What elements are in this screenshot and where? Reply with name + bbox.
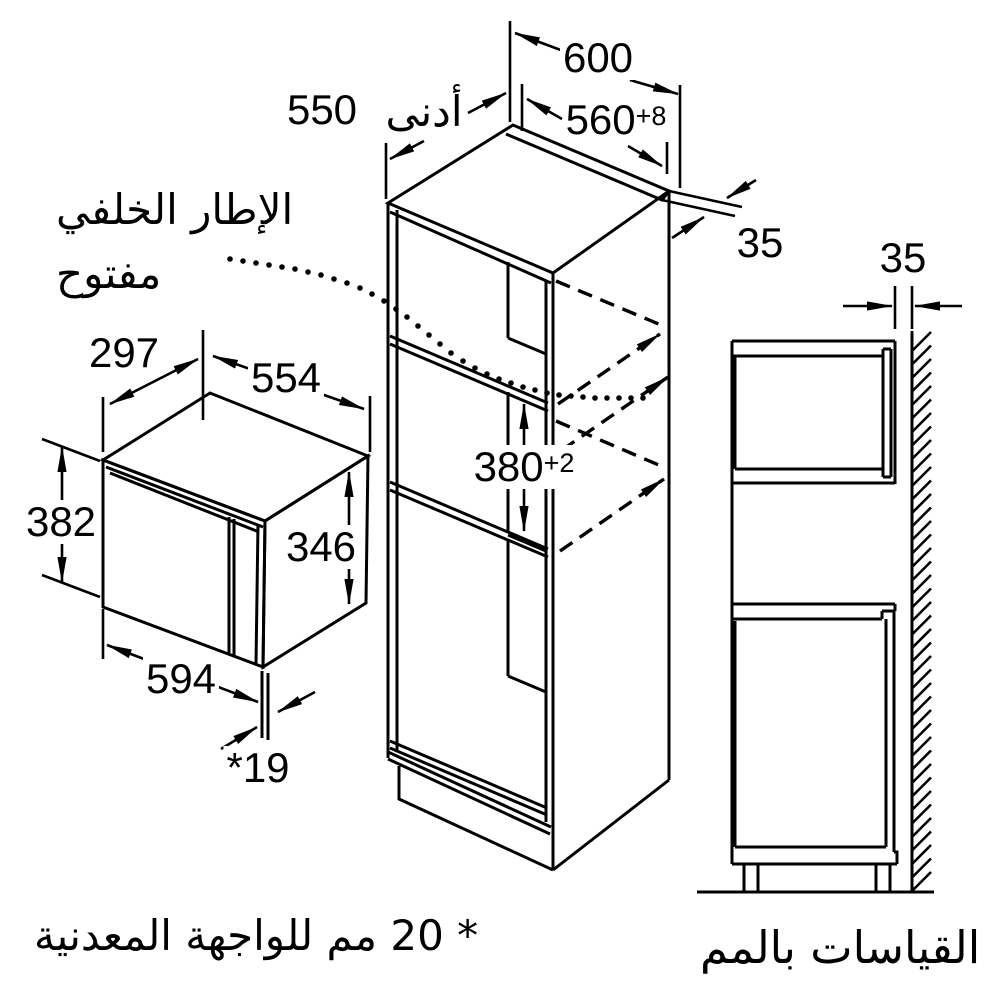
- wall-hatching: [912, 332, 931, 891]
- dim-microwave-depth: 297: [86, 331, 162, 375]
- rear-frame-note-line1: الإطار الخلفي: [56, 185, 294, 234]
- dim-niche-height-tolerance: +2: [543, 448, 575, 478]
- dim-wall-gap: 35: [877, 236, 930, 280]
- dashed-shelf-arrows: [556, 281, 668, 551]
- cabinet-side-view: [697, 331, 934, 892]
- dim-niche-height: [471, 445, 578, 489]
- dim-microwave-front-width: 594: [143, 657, 219, 701]
- rear-frame-note-line2: مفتوح: [56, 249, 162, 298]
- cabinet-floor: [390, 741, 547, 808]
- dim-niche-width-value: 560: [565, 96, 636, 143]
- rear-rail-edge: [506, 134, 669, 200]
- dim-cabinet-depth: 550: [284, 88, 360, 132]
- cabinet-top-face: [388, 125, 669, 273]
- rear-rail-section: [883, 349, 891, 477]
- dim-top-rail-width: 35: [734, 221, 787, 265]
- dim-niche-width-tolerance: +8: [635, 101, 667, 131]
- dim-cabinet-width: 600: [560, 36, 636, 80]
- dim-door-protrusion: *19: [223, 746, 292, 790]
- cabinet-front-view: [388, 125, 669, 870]
- cabinet-foot: [744, 864, 758, 892]
- units-note: القياسات بالمم: [700, 921, 981, 974]
- cabinet-foot: [876, 864, 890, 892]
- dim-cabinet-depth-qualifier: أدنى: [382, 87, 465, 137]
- dim-microwave-rear-height: 346: [283, 525, 359, 569]
- footnote-metal-front: * 20 مم للواجهة المعدنية: [34, 911, 479, 960]
- dim-niche-width: [563, 98, 670, 142]
- dim-microwave-front-height: 382: [23, 500, 99, 544]
- door-top-edge: [106, 467, 263, 527]
- dim-microwave-top-width: 554: [248, 356, 324, 400]
- dim-niche-height-value: 380: [473, 443, 544, 490]
